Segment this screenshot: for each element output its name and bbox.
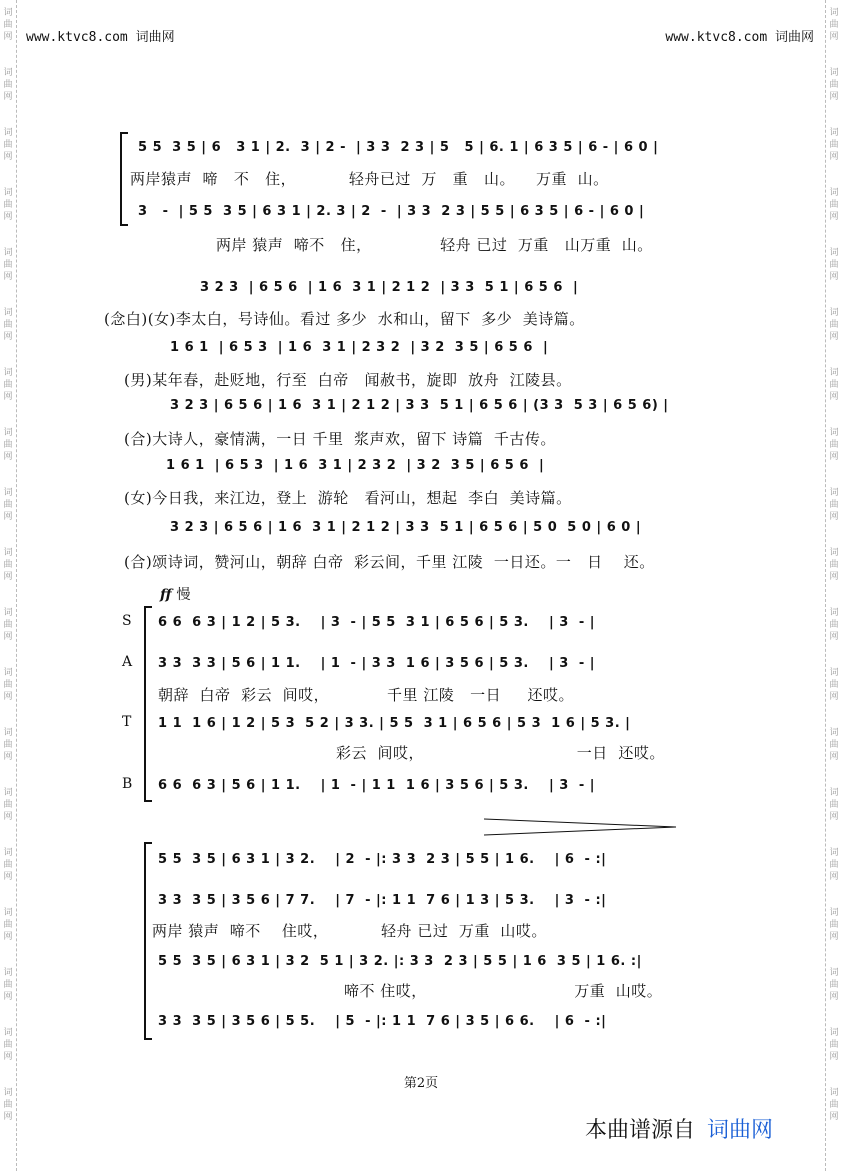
watermark-glyph: 网	[829, 32, 839, 42]
verse-notation-2: 1 6 1 | 6 5 3 | 1 6 3 1 | 2 3 2 | 3 2 3 5 | 6 5 6 |	[170, 340, 549, 355]
final-lyric-3: 啼不 住哎， 万重 山哎。	[344, 982, 663, 1000]
watermark-glyph: 词	[3, 788, 13, 798]
watermark-glyph: 网	[829, 1052, 839, 1062]
watermark-glyph: 曲	[829, 320, 839, 330]
verse-lyric-5: (合)颂诗词，赞河山，朝辞 白帝 彩云间，千里 江陵 一日还。一 日 还。	[124, 553, 655, 571]
page-number: 第2页	[403, 1076, 439, 1091]
url-text: www.ktvc8.com	[665, 30, 768, 45]
watermark-glyph: 网	[3, 332, 13, 342]
watermark-glyph: 曲	[829, 380, 839, 390]
watermark-glyph: 网	[829, 692, 839, 702]
alto-lyric: 朝辞 白帝 彩云 间哎， 千里 江陵 一日 还哎。	[158, 686, 574, 704]
watermark-glyph: 网	[3, 572, 13, 582]
tenor-notation: 1 1 1 6 | 1 2 | 5 3 5 2 | 3 3. | 5 5 3 1 | 6 5 6 | 5 3 1 6 | 5 3. |	[158, 716, 631, 731]
watermark-glyph: 网	[829, 632, 839, 642]
watermark-glyph: 词	[829, 488, 839, 498]
watermark-glyph: 曲	[3, 1040, 13, 1050]
watermark-glyph: 词	[829, 1088, 839, 1098]
final-notation-3: 5 5 3 5 | 6 3 1 | 3 2 5 1 | 3 2. |: 3 3 2 3 | 5 5 | 1 6 3 5 | 1 6. :|	[158, 954, 642, 969]
verse-lyric-3: (合)大诗人，豪情满，一日 千里 浆声欢，留下 诗篇 千古传。	[124, 430, 556, 448]
watermark-glyph: 词	[3, 908, 13, 918]
watermark-glyph: 曲	[829, 200, 839, 210]
watermark-glyph: 词	[3, 668, 13, 678]
part-label-t: T	[122, 714, 132, 730]
watermark-glyph: 词	[3, 308, 13, 318]
watermark-glyph: 词	[829, 908, 839, 918]
watermark-glyph: 曲	[3, 860, 13, 870]
watermark-glyph: 曲	[829, 560, 839, 570]
watermark-glyph: 词	[3, 248, 13, 258]
watermark-glyph: 词	[829, 548, 839, 558]
watermark-glyph: 网	[3, 32, 13, 42]
final-notation-1: 5 5 3 5 | 6 3 1 | 3 2. | 2 - |: 3 3 2 3 | 5 5 | 1 6. | 6 - :|	[158, 852, 607, 867]
watermark-glyph: 曲	[829, 440, 839, 450]
lyric-line-top-2: 两岸 猿声 啼不 住， 轻舟 已过 万重 山万重 山。	[216, 236, 653, 254]
watermark-glyph: 网	[3, 392, 13, 402]
watermark-glyph: 网	[829, 92, 839, 102]
soprano-notation: 6 6 6 3 | 1 2 | 5 3. | 3 - | 5 5 3 1 | 6 5 6 | 5 3. | 3 - |	[158, 615, 595, 630]
watermark-glyph: 曲	[829, 1100, 839, 1110]
system-brace-top	[120, 132, 128, 226]
right-watermark-strip	[825, 0, 842, 1171]
watermark-glyph: 网	[829, 392, 839, 402]
watermark-glyph: 网	[829, 572, 839, 582]
watermark-glyph: 网	[829, 812, 839, 822]
watermark-glyph: 曲	[3, 500, 13, 510]
watermark-glyph: 词	[829, 968, 839, 978]
watermark-glyph: 网	[829, 332, 839, 342]
watermark-glyph: 曲	[3, 140, 13, 150]
watermark-glyph: 网	[3, 692, 13, 702]
watermark-glyph: 网	[829, 872, 839, 882]
watermark-glyph: 曲	[3, 680, 13, 690]
left-watermark-strip	[0, 0, 17, 1171]
watermark-glyph: 词	[829, 668, 839, 678]
verse-lyric-4: (女)今日我，来江边，登上 游轮 看河山，想起 李白 美诗篇。	[124, 489, 572, 507]
watermark-glyph: 曲	[829, 980, 839, 990]
watermark-glyph: 词	[3, 488, 13, 498]
watermark-glyph: 曲	[829, 680, 839, 690]
lyric-line-top-1: 两岸猿声 啼 不 住， 轻舟已过 万 重 山。 万重 山。	[130, 170, 609, 188]
alto-notation: 3 3 3 3 | 5 6 | 1 1. | 1 - | 3 3 1 6 | 3 5 6 | 5 3. | 3 - |	[158, 656, 595, 671]
watermark-glyph: 曲	[829, 620, 839, 630]
verse-lyric-2: (男)某年春，赴贬地，行至 白帝 闻赦书，旋即 放舟 江陵县。	[124, 371, 572, 389]
watermark-glyph: 词	[829, 428, 839, 438]
part-label-b: B	[122, 776, 133, 792]
source-brand-link[interactable]: 词曲网	[707, 1118, 774, 1143]
watermark-glyph: 词	[829, 788, 839, 798]
watermark-glyph: 曲	[3, 800, 13, 810]
watermark-glyph: 词	[829, 188, 839, 198]
watermark-glyph: 曲	[3, 980, 13, 990]
watermark-glyph: 网	[829, 992, 839, 1002]
watermark-glyph: 网	[829, 152, 839, 162]
verse-notation-1: 3 2 3 | 6 5 6 | 1 6 3 1 | 2 1 2 | 3 3 5 1 | 6 5 6 |	[200, 280, 579, 295]
watermark-glyph: 词	[3, 188, 13, 198]
notation-line-top-1: 5 5 3 5 | 6 3 1 | 2. 3 | 2 - | 3 3 2 3 | 5 5 | 6. 1 | 6 3 5 | 6 - | 6 0 |	[138, 140, 659, 155]
tenor-lyric: 彩云 间哎， 一日 还哎。	[336, 744, 665, 762]
watermark-glyph: 网	[3, 1052, 13, 1062]
watermark-glyph: 曲	[829, 1040, 839, 1050]
watermark-glyph: 词	[829, 368, 839, 378]
watermark-glyph: 曲	[3, 380, 13, 390]
watermark-glyph: 网	[3, 92, 13, 102]
crescendo-hairpin	[484, 818, 680, 838]
verse-lyric-1: (念白)(女)李太白，号诗仙。看过 多少 水和山，留下 多少 美诗篇。	[104, 310, 585, 328]
watermark-glyph: 曲	[829, 140, 839, 150]
watermark-glyph: 曲	[3, 440, 13, 450]
watermark-glyph: 曲	[3, 560, 13, 570]
watermark-glyph: 网	[829, 932, 839, 942]
verse-notation-3: 3 2 3 | 6 5 6 | 1 6 3 1 | 2 1 2 | 3 3 5 1 | 6 5 6 | (3 3 5 3 | 6 5 6) |	[170, 398, 669, 413]
source-credit[interactable]	[585, 1113, 773, 1144]
watermark-glyph: 词	[3, 428, 13, 438]
watermark-glyph: 曲	[829, 500, 839, 510]
watermark-glyph: 词	[3, 128, 13, 138]
watermark-glyph: 词	[829, 728, 839, 738]
source-prefix: 本曲谱源自	[585, 1118, 696, 1143]
watermark-glyph: 网	[3, 632, 13, 642]
watermark-glyph: 曲	[3, 320, 13, 330]
site-name: 词曲网	[774, 30, 814, 45]
watermark-glyph: 曲	[3, 80, 13, 90]
watermark-glyph: 词	[829, 68, 839, 78]
watermark-glyph: 曲	[3, 200, 13, 210]
watermark-glyph: 网	[3, 812, 13, 822]
watermark-glyph: 网	[3, 272, 13, 282]
watermark-glyph: 网	[829, 1112, 839, 1122]
watermark-glyph: 词	[3, 608, 13, 618]
watermark-glyph: 网	[3, 452, 13, 462]
verse-notation-5: 3 2 3 | 6 5 6 | 1 6 3 1 | 2 1 2 | 3 3 5 1 | 6 5 6 | 5 0 5 0 | 6 0 |	[170, 520, 642, 535]
watermark-glyph: 网	[3, 512, 13, 522]
system-brace-final	[144, 842, 152, 1040]
watermark-glyph: 词	[829, 248, 839, 258]
watermark-glyph: 词	[829, 1028, 839, 1038]
watermark-glyph: 曲	[3, 920, 13, 930]
watermark-glyph: 网	[829, 452, 839, 462]
watermark-glyph: 词	[3, 1088, 13, 1098]
watermark-glyph: 网	[3, 932, 13, 942]
watermark-glyph: 曲	[3, 620, 13, 630]
watermark-glyph: 网	[3, 152, 13, 162]
final-notation-4: 3 3 3 5 | 3 5 6 | 5 5. | 5 - |: 1 1 7 6 | 3 5 | 6 6. | 6 - :|	[158, 1014, 607, 1029]
watermark-glyph: 网	[3, 992, 13, 1002]
watermark-glyph: 曲	[829, 920, 839, 930]
watermark-glyph: 词	[829, 308, 839, 318]
watermark-glyph: 网	[3, 212, 13, 222]
notation-line-top-2: 3 - | 5 5 3 5 | 6 3 1 | 2. 3 | 2 - | 3 3 2 3 | 5 5 | 6 3 5 | 6 - | 6 0 |	[138, 204, 645, 219]
watermark-glyph: 词	[3, 368, 13, 378]
verse-notation-4: 1 6 1 | 6 5 3 | 1 6 3 1 | 2 3 2 | 3 2 3 5 | 6 5 6 |	[166, 458, 545, 473]
watermark-glyph: 曲	[829, 740, 839, 750]
watermark-glyph: 曲	[3, 740, 13, 750]
watermark-glyph: 词	[829, 608, 839, 618]
watermark-glyph: 词	[3, 728, 13, 738]
watermark-glyph: 词	[829, 128, 839, 138]
watermark-glyph: 网	[3, 1112, 13, 1122]
watermark-glyph: 网	[829, 272, 839, 282]
final-lyric-2: 两岸 猿声 啼不 住哎， 轻舟 已过 万重 山哎。	[152, 922, 547, 940]
watermark-glyph: 词	[3, 1028, 13, 1038]
dynamic-marking: ff 慢	[160, 587, 191, 603]
watermark-glyph: 曲	[829, 80, 839, 90]
watermark-glyph: 网	[829, 512, 839, 522]
watermark-glyph: 网	[829, 212, 839, 222]
final-notation-2: 3 3 3 5 | 3 5 6 | 7 7. | 7 - |: 1 1 7 6 | 1 3 | 5 3. | 3 - :|	[158, 893, 607, 908]
watermark-glyph: 词	[829, 8, 839, 18]
watermark-glyph: 曲	[829, 800, 839, 810]
part-label-s: S	[122, 613, 132, 629]
watermark-glyph: 词	[3, 8, 13, 18]
watermark-glyph: 曲	[3, 20, 13, 30]
watermark-glyph: 网	[3, 752, 13, 762]
watermark-glyph: 网	[829, 752, 839, 762]
watermark-glyph: 词	[3, 548, 13, 558]
header-url-right[interactable]	[665, 26, 814, 45]
watermark-glyph: 曲	[829, 20, 839, 30]
watermark-glyph: 词	[829, 848, 839, 858]
part-label-a: A	[122, 654, 133, 670]
watermark-glyph: 词	[3, 68, 13, 78]
site-name: 词曲网	[135, 30, 175, 45]
watermark-glyph: 词	[3, 848, 13, 858]
watermark-glyph: 曲	[3, 260, 13, 270]
watermark-glyph: 曲	[829, 860, 839, 870]
watermark-glyph: 曲	[3, 1100, 13, 1110]
watermark-glyph: 词	[3, 968, 13, 978]
tempo-marking: 慢	[176, 587, 191, 603]
header-url-left[interactable]	[26, 26, 175, 45]
system-brace-satb	[144, 606, 152, 802]
bass-notation: 6 6 6 3 | 5 6 | 1 1. | 1 - | 1 1 1 6 | 3 5 6 | 5 3. | 3 - |	[158, 778, 595, 793]
watermark-glyph: 曲	[829, 260, 839, 270]
url-text: www.ktvc8.com	[26, 30, 128, 45]
watermark-glyph: 网	[3, 872, 13, 882]
